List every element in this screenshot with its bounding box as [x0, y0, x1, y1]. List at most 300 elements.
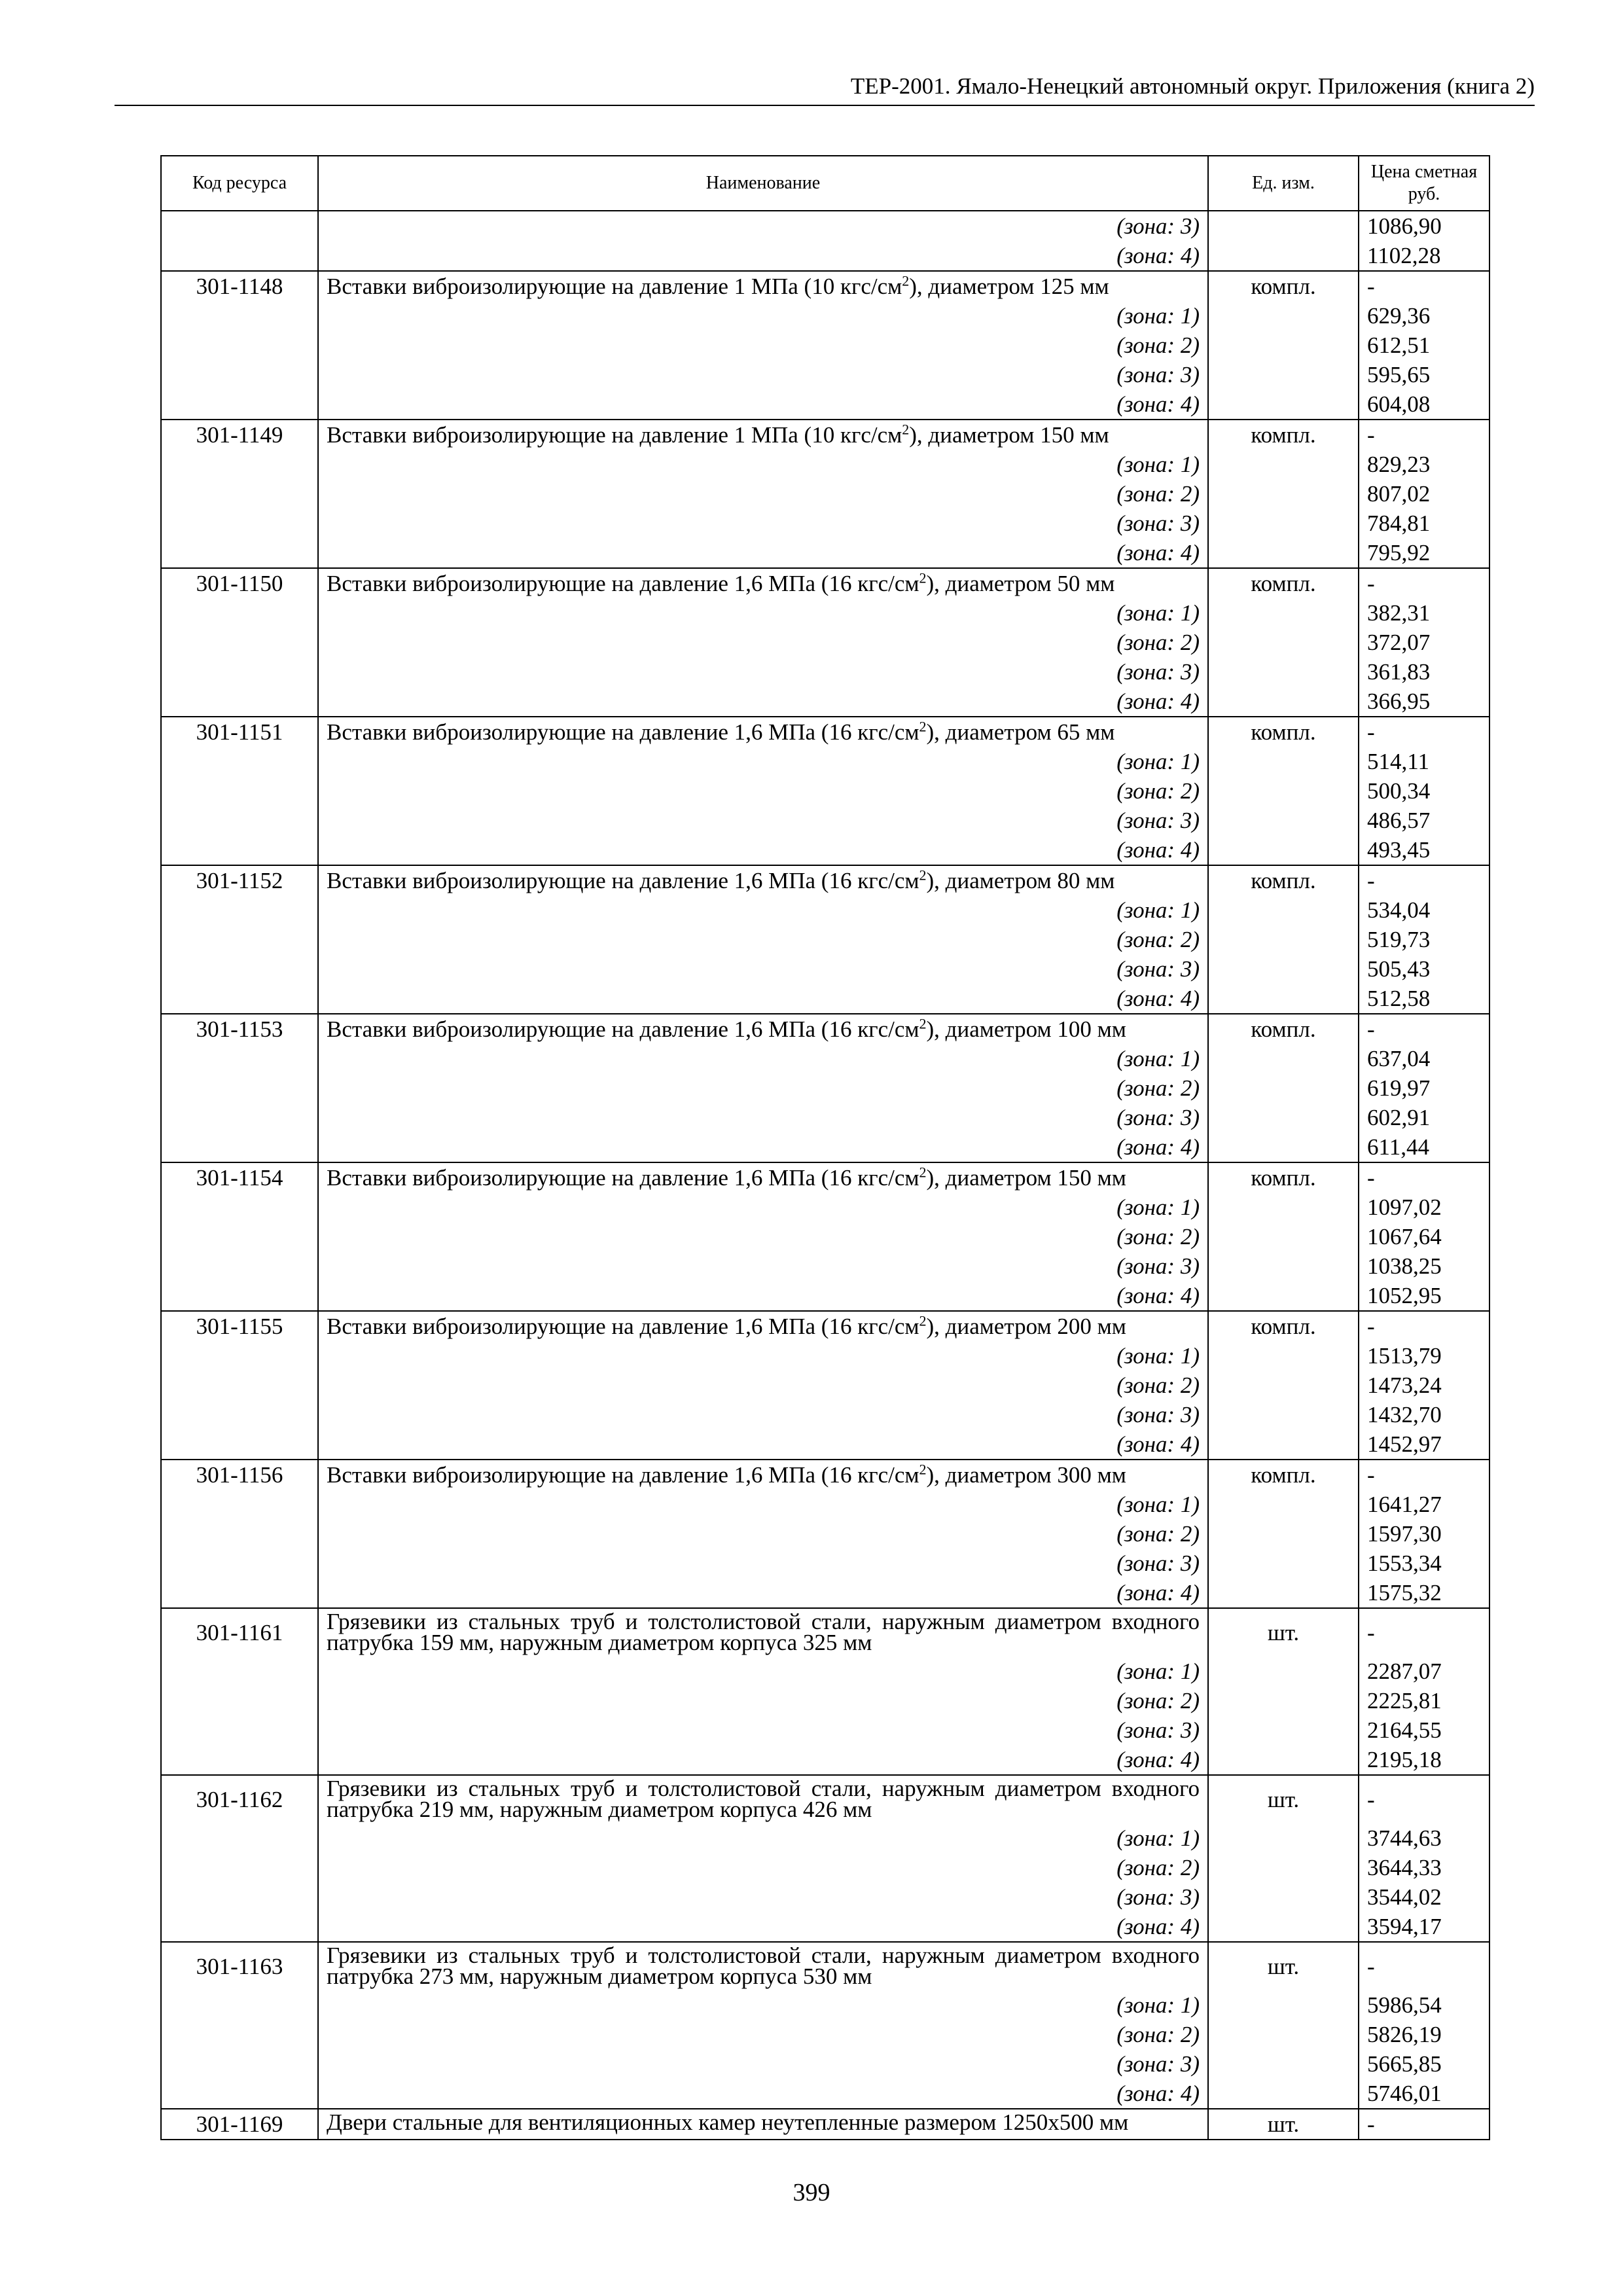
zone-price: 611,44 [1359, 1132, 1489, 1162]
superscript: 2 [919, 569, 927, 586]
zone-label: (зона: 1) [318, 1193, 1208, 1222]
resource-code: 301-1155 [161, 1311, 318, 1341]
zone-row [161, 1853, 1489, 1882]
zone-row [161, 1103, 1489, 1132]
resource-name [318, 865, 1208, 895]
zone-price: 1102,28 [1359, 241, 1489, 271]
code-cell-empty [161, 628, 318, 657]
zone-price: 3744,63 [1359, 1823, 1489, 1853]
unit-cell-empty [1208, 747, 1359, 776]
code-cell-empty [161, 360, 318, 389]
zone-label: (зона: 3) [318, 1715, 1208, 1745]
resource-name-tail: ), диаметром 150 мм [926, 1165, 1126, 1191]
zone-row [161, 657, 1489, 687]
code-cell-empty [161, 925, 318, 954]
zone-label: (зона: 1) [318, 1341, 1208, 1371]
zone-row [161, 1222, 1489, 1251]
code-cell-empty [161, 241, 318, 271]
zone-row [161, 954, 1489, 984]
resource-row [161, 717, 1489, 747]
resource-code: 301-1153 [161, 1014, 318, 1044]
resource-row [161, 1014, 1489, 1044]
code-cell-empty [161, 1044, 318, 1073]
zone-row [161, 835, 1489, 865]
column-header-unit: Ед. изм. [1208, 156, 1359, 211]
unit-cell-empty [1208, 1341, 1359, 1371]
zone-row [161, 687, 1489, 717]
resource-name-text: Вставки виброизолирующие на давление 1,6 МПа (16 кгс/см [327, 1314, 919, 1339]
resource-unit: шт. [1208, 1608, 1359, 1657]
resource-row [161, 1775, 1489, 1823]
zone-label: (зона: 4) [318, 241, 1208, 271]
zone-label: (зона: 3) [318, 360, 1208, 389]
unit-cell-empty [1208, 1657, 1359, 1686]
zone-price: 1097,02 [1359, 1193, 1489, 1222]
zone-price: 3644,33 [1359, 1853, 1489, 1882]
code-cell-empty [161, 1251, 318, 1281]
code-cell-empty [161, 1341, 318, 1371]
zone-row [161, 1519, 1489, 1549]
resource-row [161, 420, 1489, 450]
resource-code: 301-1150 [161, 568, 318, 598]
zone-price: 1086,90 [1359, 211, 1489, 241]
zone-price: 486,57 [1359, 806, 1489, 835]
resource-name-tail: ), диаметром 65 мм [926, 719, 1115, 745]
resource-price: - [1359, 420, 1489, 450]
resource-code: 301-1163 [161, 1942, 318, 1990]
zone-label: (зона: 2) [318, 776, 1208, 806]
zone-price: 2225,81 [1359, 1686, 1489, 1715]
resource-code: 301-1162 [161, 1775, 318, 1823]
resource-row [161, 1460, 1489, 1490]
zone-row [161, 1549, 1489, 1578]
zone-price: 1575,32 [1359, 1578, 1489, 1608]
resource-name-tail: ), диаметром 100 мм [926, 1016, 1126, 1042]
zone-label: (зона: 2) [318, 1073, 1208, 1103]
zone-row [161, 1745, 1489, 1775]
code-cell-empty [161, 331, 318, 360]
code-cell-empty [161, 806, 318, 835]
resource-code: 301-1161 [161, 1608, 318, 1657]
resource-name: Двери стальные для вентиляционных камер неутепленные размером 1250x500 мм [318, 2109, 1208, 2140]
resource-price: - [1359, 271, 1489, 301]
resource-row [161, 271, 1489, 301]
resource-unit: компл. [1208, 865, 1359, 895]
zone-row [161, 2020, 1489, 2049]
zone-price: 512,58 [1359, 984, 1489, 1014]
zone-label: (зона: 1) [318, 450, 1208, 479]
resource-price: - [1359, 1311, 1489, 1341]
zone-price: 1067,64 [1359, 1222, 1489, 1251]
resource-unit: компл. [1208, 1460, 1359, 1490]
resource-name-text: Вставки виброизолирующие на давление 1 МПа (10 кгс/см [327, 422, 902, 448]
zone-label: (зона: 3) [318, 1103, 1208, 1132]
code-cell-empty [161, 776, 318, 806]
zone-price: 382,31 [1359, 598, 1489, 628]
zone-price: 829,23 [1359, 450, 1489, 479]
resource-unit: компл. [1208, 1162, 1359, 1193]
resource-price: - [1359, 2109, 1489, 2140]
zone-row [161, 776, 1489, 806]
zone-price: 602,91 [1359, 1103, 1489, 1132]
zone-price: 629,36 [1359, 301, 1489, 331]
code-cell-empty [161, 1281, 318, 1311]
resource-name [318, 1162, 1208, 1193]
unit-cell-empty [1208, 1823, 1359, 1853]
column-header-price: Цена сметная руб. [1359, 156, 1489, 211]
unit-cell-empty [1208, 1371, 1359, 1400]
zone-row [161, 1193, 1489, 1222]
superscript: 2 [919, 867, 927, 884]
resource-name [318, 420, 1208, 450]
unit-cell-empty [1208, 657, 1359, 687]
zone-label: (зона: 3) [318, 657, 1208, 687]
zone-label: (зона: 4) [318, 1132, 1208, 1162]
unit-cell-empty [1208, 984, 1359, 1014]
code-cell-empty [161, 1745, 318, 1775]
resource-row [161, 865, 1489, 895]
zone-label: (зона: 3) [318, 509, 1208, 538]
unit-cell-empty [1208, 954, 1359, 984]
resource-unit: компл. [1208, 568, 1359, 598]
code-cell-empty [161, 1103, 318, 1132]
unit-cell-empty [1208, 1222, 1359, 1251]
zone-label: (зона: 3) [318, 1251, 1208, 1281]
zone-price: 5826,19 [1359, 2020, 1489, 2049]
resource-price: - [1359, 717, 1489, 747]
zone-label: (зона: 4) [318, 389, 1208, 420]
superscript: 2 [919, 1015, 927, 1032]
zone-row [161, 2049, 1489, 2079]
code-cell-empty [161, 1222, 318, 1251]
resource-price: - [1359, 1942, 1489, 1990]
zone-label: (зона: 2) [318, 1222, 1208, 1251]
zone-price: 784,81 [1359, 509, 1489, 538]
zone-price: 2164,55 [1359, 1715, 1489, 1745]
resource-row [161, 1162, 1489, 1193]
code-cell-empty [161, 1823, 318, 1853]
zone-label: (зона: 4) [318, 1912, 1208, 1942]
zone-price: 795,92 [1359, 538, 1489, 568]
column-header-name: Наименование [318, 156, 1208, 211]
resource-table [160, 155, 1490, 2140]
zone-row [161, 2079, 1489, 2109]
zone-row [161, 389, 1489, 420]
unit-cell-empty [1208, 1490, 1359, 1519]
unit-cell-empty [1208, 628, 1359, 657]
zone-price: 366,95 [1359, 687, 1489, 717]
zone-row [161, 1990, 1489, 2020]
zone-label: (зона: 3) [318, 2049, 1208, 2079]
zone-row [161, 1132, 1489, 1162]
code-cell-empty [161, 1073, 318, 1103]
zone-price: 604,08 [1359, 389, 1489, 420]
zone-row [161, 1251, 1489, 1281]
unit-cell-empty [1208, 806, 1359, 835]
unit-cell-empty [1208, 1429, 1359, 1460]
unit-cell-empty [1208, 1193, 1359, 1222]
zone-row [161, 1371, 1489, 1400]
resource-price: - [1359, 1608, 1489, 1657]
unit-cell-empty [1208, 776, 1359, 806]
resource-name [318, 1460, 1208, 1490]
resource-name-text: Вставки виброизолирующие на давление 1,6 МПа (16 кгс/см [327, 1165, 919, 1191]
code-cell-empty [161, 1490, 318, 1519]
zone-price: 3544,02 [1359, 1882, 1489, 1912]
zone-row [161, 1823, 1489, 1853]
resource-row [161, 568, 1489, 598]
resource-unit: компл. [1208, 1311, 1359, 1341]
unit-cell-empty [1208, 1912, 1359, 1942]
zone-row [161, 598, 1489, 628]
zone-label: (зона: 1) [318, 301, 1208, 331]
unit-cell-empty [1208, 687, 1359, 717]
code-cell-empty [161, 1853, 318, 1882]
code-cell-empty [161, 835, 318, 865]
unit-cell-empty [1208, 895, 1359, 925]
code-cell-empty [161, 2079, 318, 2109]
unit-cell-empty [1208, 1044, 1359, 1073]
zone-row [161, 1044, 1489, 1073]
zone-row [161, 301, 1489, 331]
zone-row [161, 450, 1489, 479]
unit-cell-empty [1208, 1882, 1359, 1912]
zone-price: 514,11 [1359, 747, 1489, 776]
zone-price: 2287,07 [1359, 1657, 1489, 1686]
zone-label: (зона: 1) [318, 598, 1208, 628]
resource-name [318, 1014, 1208, 1044]
resource-name-text: Вставки виброизолирующие на давление 1,6 МПа (16 кгс/см [327, 868, 919, 893]
unit-cell-empty [1208, 1519, 1359, 1549]
zone-label: (зона: 1) [318, 747, 1208, 776]
resource-name [318, 717, 1208, 747]
zone-row [161, 1073, 1489, 1103]
unit-cell-empty [1208, 835, 1359, 865]
unit-cell-empty [1208, 1686, 1359, 1715]
code-cell-empty [161, 1578, 318, 1608]
superscript: 2 [919, 1461, 927, 1478]
zone-price: 807,02 [1359, 479, 1489, 509]
zone-label: (зона: 4) [318, 1281, 1208, 1311]
zone-label: (зона: 2) [318, 1686, 1208, 1715]
resource-row [161, 2109, 1489, 2140]
code-cell-empty [161, 1400, 318, 1429]
zone-label: (зона: 2) [318, 628, 1208, 657]
zone-price: 2195,18 [1359, 1745, 1489, 1775]
zone-label: (зона: 2) [318, 331, 1208, 360]
zone-row [161, 1429, 1489, 1460]
code-cell-empty [161, 1715, 318, 1745]
code-cell-empty [161, 1686, 318, 1715]
code-cell-empty [161, 301, 318, 331]
zone-label: (зона: 1) [318, 1044, 1208, 1073]
resource-name-text: Вставки виброизолирующие на давление 1,6 МПа (16 кгс/см [327, 719, 919, 745]
zone-price: 5986,54 [1359, 1990, 1489, 2020]
resource-price: - [1359, 1460, 1489, 1490]
unit-cell-empty [1208, 1132, 1359, 1162]
zone-row [161, 241, 1489, 271]
unit-cell-empty [1208, 598, 1359, 628]
resource-name-tail: ), диаметром 80 мм [926, 868, 1115, 893]
resource-name-text: Вставки виброизолирующие на давление 1,6 МПа (16 кгс/см [327, 571, 919, 596]
superscript: 2 [902, 421, 910, 438]
zone-label: (зона: 1) [318, 1823, 1208, 1853]
zone-label: (зона: 3) [318, 1549, 1208, 1578]
resource-name [318, 271, 1208, 301]
zone-row [161, 538, 1489, 568]
resource-unit: шт. [1208, 1775, 1359, 1823]
zone-price: 1052,95 [1359, 1281, 1489, 1311]
zone-price: 1597,30 [1359, 1519, 1489, 1549]
resource-code: 301-1148 [161, 271, 318, 301]
unit-cell-empty [1208, 211, 1359, 241]
code-cell-empty [161, 954, 318, 984]
resource-name-tail: ), диаметром 150 мм [909, 422, 1109, 448]
zone-row [161, 211, 1489, 241]
zone-price: 505,43 [1359, 954, 1489, 984]
zone-price: 3594,17 [1359, 1912, 1489, 1942]
code-cell-empty [161, 1549, 318, 1578]
code-cell-empty [161, 657, 318, 687]
zone-row [161, 984, 1489, 1014]
unit-cell-empty [1208, 479, 1359, 509]
zone-label: (зона: 4) [318, 835, 1208, 865]
zone-label: (зона: 1) [318, 1990, 1208, 2020]
unit-cell-empty [1208, 925, 1359, 954]
code-cell-empty [161, 1912, 318, 1942]
unit-cell-empty [1208, 1103, 1359, 1132]
code-cell-empty [161, 1657, 318, 1686]
resource-unit: компл. [1208, 420, 1359, 450]
zone-row [161, 1578, 1489, 1608]
zone-row [161, 806, 1489, 835]
resource-name-text: Вставки виброизолирующие на давление 1 МПа (10 кгс/см [327, 274, 902, 299]
resource-price: - [1359, 865, 1489, 895]
unit-cell-empty [1208, 2079, 1359, 2109]
zone-label: (зона: 4) [318, 1578, 1208, 1608]
zone-row [161, 1341, 1489, 1371]
code-cell-empty [161, 450, 318, 479]
zone-label: (зона: 1) [318, 895, 1208, 925]
zone-row [161, 628, 1489, 657]
zone-label: (зона: 1) [318, 1657, 1208, 1686]
unit-cell-empty [1208, 538, 1359, 568]
unit-cell-empty [1208, 241, 1359, 271]
superscript: 2 [919, 1312, 927, 1329]
zone-price: 500,34 [1359, 776, 1489, 806]
zone-price: 534,04 [1359, 895, 1489, 925]
resource-code: 301-1156 [161, 1460, 318, 1490]
unit-cell-empty [1208, 1853, 1359, 1882]
unit-cell-empty [1208, 1073, 1359, 1103]
zone-label: (зона: 4) [318, 538, 1208, 568]
zone-price: 619,97 [1359, 1073, 1489, 1103]
unit-cell-empty [1208, 450, 1359, 479]
zone-price: 1452,97 [1359, 1429, 1489, 1460]
resource-name-tail: ), диаметром 300 мм [926, 1462, 1126, 1488]
unit-cell-empty [1208, 360, 1359, 389]
code-cell-empty [161, 389, 318, 420]
unit-cell-empty [1208, 1990, 1359, 2020]
superscript: 2 [902, 272, 910, 289]
superscript: 2 [919, 718, 927, 735]
zone-price: 519,73 [1359, 925, 1489, 954]
zone-price: 5665,85 [1359, 2049, 1489, 2079]
zone-label: (зона: 3) [318, 806, 1208, 835]
code-cell-empty [161, 1371, 318, 1400]
unit-cell-empty [1208, 1400, 1359, 1429]
unit-cell-empty [1208, 2049, 1359, 2079]
resource-name-tail: ), диаметром 125 мм [909, 274, 1109, 299]
code-cell-empty [161, 1429, 318, 1460]
zone-row [161, 360, 1489, 389]
code-cell-empty [161, 747, 318, 776]
code-cell-empty [161, 598, 318, 628]
zone-label: (зона: 1) [318, 1490, 1208, 1519]
code-cell-empty [161, 1132, 318, 1162]
code-cell-empty [161, 538, 318, 568]
resource-price: - [1359, 1162, 1489, 1193]
resource-code: 301-1154 [161, 1162, 318, 1193]
unit-cell-empty [1208, 509, 1359, 538]
code-cell-empty [161, 1519, 318, 1549]
zone-label: (зона: 2) [318, 1519, 1208, 1549]
resource-name [318, 1311, 1208, 1341]
zone-label: (зона: 2) [318, 1371, 1208, 1400]
zone-price: 595,65 [1359, 360, 1489, 389]
resource-name: Грязевики из стальных труб и толстолистовой стали, наружным диаметром входного патрубка 273 мм, наружным диаметром корпуса 530 мм [318, 1942, 1208, 1990]
zone-row [161, 747, 1489, 776]
resource-price: - [1359, 568, 1489, 598]
code-cell-empty [161, 984, 318, 1014]
zone-row [161, 1715, 1489, 1745]
unit-cell-empty [1208, 2020, 1359, 2049]
resource-unit: компл. [1208, 271, 1359, 301]
zone-label: (зона: 4) [318, 1745, 1208, 1775]
running-header: ТЕР-2001. Ямало-Ненецкий автономный округ. Приложения (книга 2) [115, 71, 1535, 106]
resource-name: Грязевики из стальных труб и толстолистовой стали, наружным диаметром входного патрубка 159 мм, наружным диаметром корпуса 325 мм [318, 1608, 1208, 1657]
resource-name [318, 568, 1208, 598]
zone-row [161, 509, 1489, 538]
zone-label: (зона: 4) [318, 1429, 1208, 1460]
zone-label: (зона: 3) [318, 1882, 1208, 1912]
zone-price: 1641,27 [1359, 1490, 1489, 1519]
zone-price: 637,04 [1359, 1044, 1489, 1073]
unit-cell-empty [1208, 331, 1359, 360]
resource-code: 301-1152 [161, 865, 318, 895]
resource-row [161, 1942, 1489, 1990]
zone-price: 493,45 [1359, 835, 1489, 865]
zone-row [161, 895, 1489, 925]
code-cell-empty [161, 1990, 318, 2020]
zone-label: (зона: 4) [318, 2079, 1208, 2109]
code-cell-empty [161, 687, 318, 717]
unit-cell-empty [1208, 1251, 1359, 1281]
code-cell-empty [161, 895, 318, 925]
resource-name-tail: ), диаметром 200 мм [926, 1314, 1126, 1339]
zone-price: 612,51 [1359, 331, 1489, 360]
code-cell-empty [161, 1193, 318, 1222]
resource-code: 301-1169 [161, 2109, 318, 2140]
unit-cell-empty [1208, 1715, 1359, 1745]
table-header-row [161, 156, 1489, 211]
resource-unit: шт. [1208, 1942, 1359, 1990]
zone-row [161, 925, 1489, 954]
zone-price: 1038,25 [1359, 1251, 1489, 1281]
zone-price: 372,07 [1359, 628, 1489, 657]
unit-cell-empty [1208, 1281, 1359, 1311]
unit-cell-empty [1208, 1745, 1359, 1775]
